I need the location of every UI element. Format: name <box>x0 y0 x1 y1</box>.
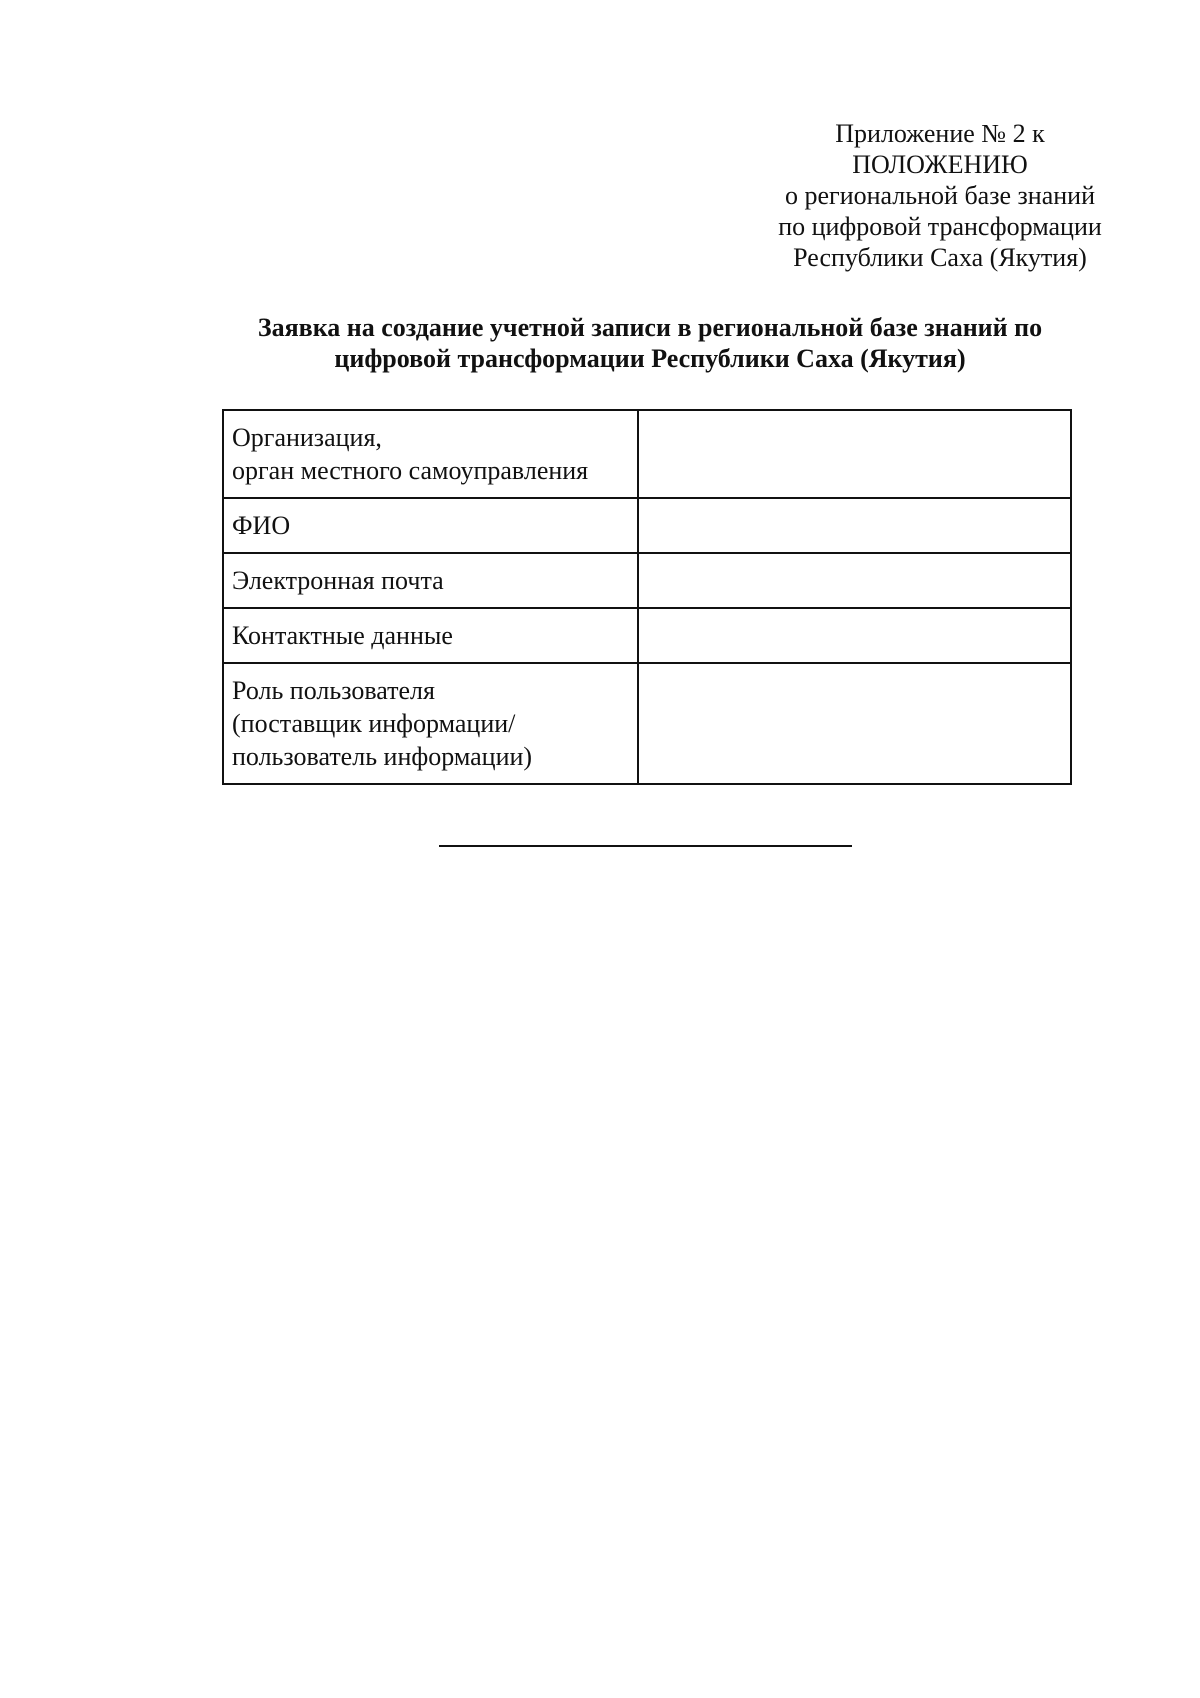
organization-value-cell[interactable] <box>638 410 1071 498</box>
appendix-line: Приложение № 2 к <box>835 119 1045 148</box>
table-row-organization <box>223 410 1071 498</box>
row-label <box>223 663 638 784</box>
appendix-line: по цифровой трансформации <box>778 212 1102 241</box>
label-line: ФИО <box>232 511 291 540</box>
label-line: орган местного самоуправления <box>232 456 589 485</box>
signature-line <box>439 845 852 847</box>
label-line: Организация, <box>232 423 382 452</box>
label-line: пользователь информации) <box>232 742 533 771</box>
row-label <box>223 553 638 608</box>
email-value-cell[interactable] <box>638 553 1071 608</box>
table-row-email <box>223 553 1071 608</box>
label-line: Электронная почта <box>232 566 444 595</box>
label-line: Роль пользователя <box>232 676 435 705</box>
title-line: цифровой трансформации Республики Саха (Якутия) <box>334 344 966 373</box>
row-label <box>223 608 638 663</box>
row-label <box>223 410 638 498</box>
row-label <box>223 498 638 553</box>
label-line: Контактные данные <box>232 621 453 650</box>
application-form-table <box>222 409 1072 785</box>
table-row-full-name <box>223 498 1071 553</box>
document-title <box>180 312 1120 374</box>
table-row-user-role <box>223 663 1071 784</box>
label-line: (поставщик информации/ <box>232 709 516 738</box>
table-row-contacts <box>223 608 1071 663</box>
title-line: Заявка на создание учетной записи в региональной базе знаний по <box>257 313 1043 342</box>
appendix-note <box>740 118 1140 273</box>
user-role-value-cell[interactable] <box>638 663 1071 784</box>
appendix-line: о региональной базе знаний <box>784 181 1095 210</box>
contacts-value-cell[interactable] <box>638 608 1071 663</box>
appendix-line: Республики Саха (Якутия) <box>793 243 1087 272</box>
full-name-value-cell[interactable] <box>638 498 1071 553</box>
appendix-line: ПОЛОЖЕНИЮ <box>852 150 1028 179</box>
